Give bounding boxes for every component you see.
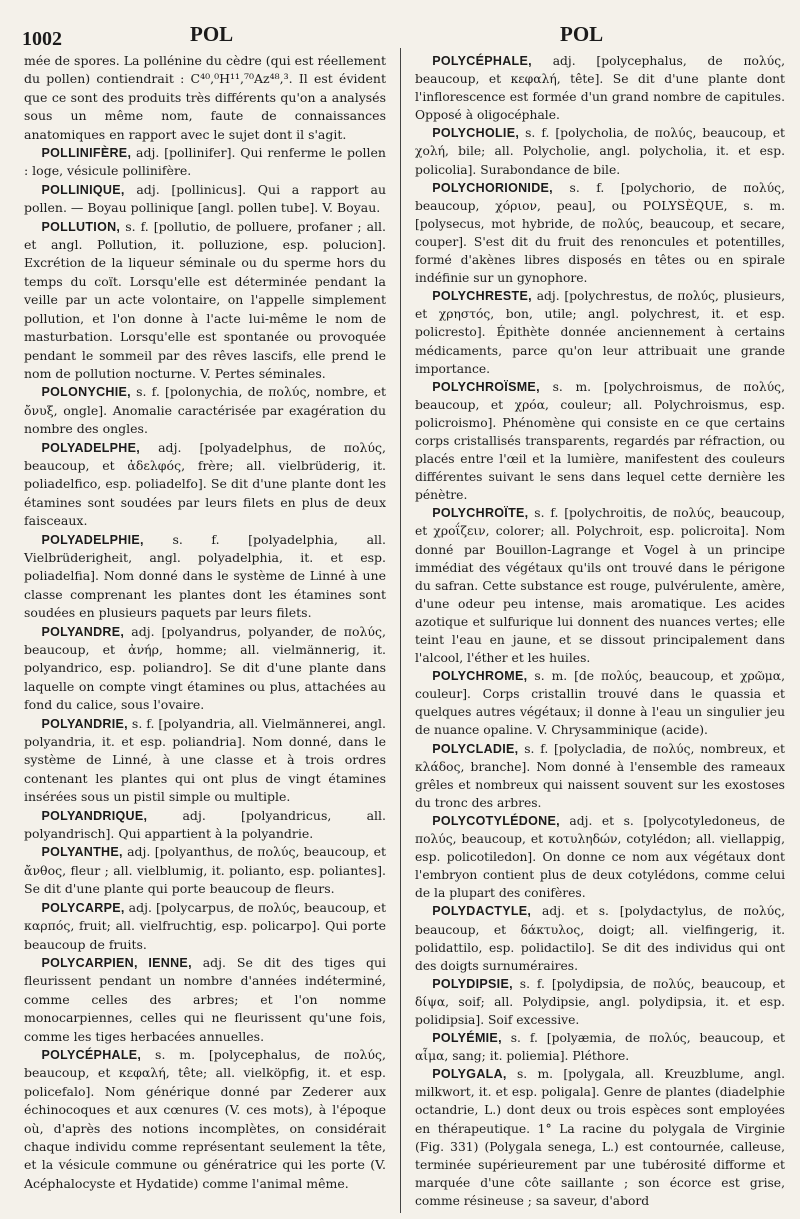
dictionary-entry: [415, 667, 785, 739]
entry-definition: adj. Se dit des tiges qui fleurissent pendant un nombre d'années indéterminé, comme celles des arbres; et l'on nomme monocarpiennes, celles qui ne fleurissent qu'une fois, comme les tiges herbacées annuelles.: [24, 954, 386, 1044]
dictionary-entry: [415, 287, 785, 377]
dictionary-entry: [415, 812, 785, 902]
entry-definition: s. f. [polycholia, de πολύς, beaucoup, et χολή, bile; all. Polycholie, angl. polycholia, it. et esp. policolia]. Surabondance de bile.: [415, 126, 785, 177]
entry-headword: POLYGALA,: [432, 1067, 507, 1082]
entry-definition: adj. [polyandrus, polyander, de πολύς, beaucoup, et ἀνήρ, homme; all. vielmännerig, it. polyandrico, esp. poliandro]. Se dit d'une plante dans laquelle on compte vingt étamines ou plus, attachées au fond du calice, sous l'ovaire.: [24, 623, 386, 713]
entry-headword: POLYDACTYLE,: [432, 904, 532, 919]
entry-headword: POLYCARPIEN, IENNE,: [41, 955, 192, 970]
entry-headword: POLYADELPHIE,: [41, 532, 144, 547]
dictionary-entry: [24, 439, 386, 531]
column-divider: [400, 48, 401, 1213]
entry-definition: s. f. [pollutio, de polluere, profaner ; all. et angl. Pollution, it. polluzione, esp. polucion]. Excrétion de la liqueur séminale ou du sperme hors du temps du coït. Lorsqu'elle est déterminée pendant la veille par un acte volontaire, on l'appelle simplement pollution, et l'on donne à l'acte lui-même le nom de masturbation. Lorsqu'elle est spontanée ou provoquée pendant le sommeil par des rêves lascifs, elle prend le nom de pollution nocturne. V. Pertes séminales.: [24, 218, 386, 381]
dictionary-entry: [24, 623, 386, 715]
dictionary-entry: [24, 899, 386, 954]
dictionary-entry: [24, 218, 386, 384]
entry-definition: adj. [polycephalus, de πολύς, beaucoup, et κεφαλή, tête]. Se dit d'une plante dont l'inflorescence est formée d'un grand nombre de capitules. Opposé à oligocéphale.: [415, 54, 785, 123]
entry-definition: s. f. [polycladia, de πολύς, nombreux, et κλάδος, branche]. Nom donné à l'ensemble des rameaux grêles et nombreux qui naissent souvent sur les exostoses du tronc des arbres.: [415, 741, 785, 810]
entry-headword: POLYCLADIE,: [432, 741, 519, 756]
dictionary-entry: [24, 52, 386, 144]
dictionary-entry: [24, 715, 386, 807]
entry-definition: s. f. [polychorio, de πολύς, beaucoup, χόριον, peau], ou POLYSÈQUE, s. m. [polysecus, mot hybride, de πολύς, beaucoup, et secare, couper]. S'est dit du fruit des renoncules et potentilles, formé d'akènes libres disposés en têtes ou en spirale indéfinie sur un gynophore.: [415, 180, 785, 286]
entry-headword: POLYADELPHE,: [41, 440, 141, 455]
entry-headword: POLYANDRIQUE,: [41, 808, 148, 823]
entry-headword: POLYCHROÏSME,: [432, 379, 540, 394]
right-column: [415, 52, 785, 1210]
entry-headword: POLYCHOLIE,: [432, 126, 520, 141]
entry-headword: POLLINIFÈRE,: [41, 146, 132, 161]
entry-definition: s. f. [polyandria, all. Vielmännerei, angl. polyandria, it. et esp. poliandria]. Nom donné, dans le système de Linné, à une classe et à trois ordres contenant les plantes qui ont plus de vingt étamines insérées sous un pistil simple ou multiple.: [24, 715, 386, 805]
dictionary-entry: [415, 179, 785, 288]
entry-definition: s. m. [polygala, all. Kreuzblume, angl. milkwort, it. et esp. poligala]. Genre de plantes (diadelphie octandrie, L.) dont deux ou trois espèces sont employées en thérapeutique. 1° La racine du polygala de Virginie (Fig. 331) (Polygala senega, L.) est contournée, calleuse, terminée supérieurement par une tubérosité difforme et marquée d'une côte saillante ; son écorce est grise, comme résineuse ; sa saveur, d'abord: [415, 1067, 785, 1208]
dictionary-entry: [415, 902, 785, 974]
dictionary-entry: [24, 843, 386, 898]
entry-headword: POLYCARPE,: [41, 900, 125, 915]
dictionary-entry: [415, 124, 785, 178]
dictionary-entry: [24, 1046, 386, 1193]
entry-headword: POLYCÉPHALE,: [432, 54, 532, 68]
dictionary-entry: [24, 954, 386, 1046]
entry-headword: POLYÉMIE,: [432, 1031, 502, 1046]
entry-definition: mée de spores. La pollénine du cèdre (qui est réellement du pollen) contiendrait : C⁴⁰,⁰H¹¹,⁷⁰Az⁴⁸,³. Il est évident que ce sont des produits très différents qu'on a analysés sous un même nom, faute de connaissances anatomiques en rapport avec le sujet dont il s'agit.: [24, 53, 386, 142]
left-running-head: POL: [190, 22, 234, 46]
entry-definition: adj. [polycarpus, de πολύς, beaucoup, et καρπός, fruit; all. vielfruchtig, esp. policarpo]. Qui porte beaucoup de fruits.: [24, 899, 386, 952]
entry-definition: adj. [pollinicus]. Qui a rapport au pollen. — Boyau pollinique [angl. pollen tube]. V. Boyau.: [24, 181, 387, 216]
entry-definition: adj. [pollinifer]. Qui renferme le pollen : loge, vésicule pollinifère.: [24, 145, 386, 179]
entry-definition: adj. [polyanthus, de πολύς, beaucoup, et ἄνθος, fleur ; all. vielblumig, it. polianto, esp. poliantes]. Se dit d'une plante qui porte beaucoup de fleurs.: [24, 844, 386, 897]
entry-headword: POLLINIQUE,: [41, 182, 125, 197]
dictionary-entry: [415, 975, 785, 1029]
dictionary-entry: [415, 504, 785, 667]
entry-definition: s. f. [polychroitis, de πολύς, beaucoup, et χροΐζειν, colorer; all. Polychroit, esp. policroita]. Nom donné par Bouillon-Lagrange et Vogel à un principe immédiat des végétaux qu'ils ont trouvé dans le périgone du safran. Cette substance est rouge, pulvérulente, amère, d'une odeur peu intense, mais aromatique. Les acides azotique et sulfurique lui donnent des nuances vertes; elle teint l'eau en jaune, et se dissout principalement dans l'alcool, l'éther et les huiles.: [415, 506, 785, 666]
dictionary-entry: [24, 807, 386, 844]
entry-definition: adj. [polyandricus, all. polyandrisch]. Qui appartient à la polyandrie.: [24, 807, 386, 842]
entry-definition: s. m. [polychroismus, de πολύς, beaucoup, et χρόα, couleur; all. Polychroismus, esp. policroismo]. Phénomène qui consiste en ce que certains corps cristallisés transparents, regardés par réfraction, ou placés entre l'œil et la lumière, manifestent des couleurs différentes suivant le sens dans lequel cette dernière les pénètre.: [415, 379, 785, 503]
entry-headword: POLYCOTYLÉDONE,: [432, 813, 560, 828]
entry-definition: s. f. [polyadelphia, all. Vielbrüderigheit, angl. polyadelphia, it. et esp. poliadelfia]. Nom donné dans le système de Linné à une classe comprenant les plantes dont les étamines sont soudées en plusieurs paquets par leurs filets.: [24, 531, 386, 621]
entry-headword: POLYDIPSIE,: [432, 976, 513, 991]
entry-headword: POLYCHROÏTE,: [432, 506, 529, 521]
entry-headword: POLYCHORIONIDE,: [432, 180, 553, 195]
entry-headword: POLYANDRE,: [41, 624, 125, 639]
dictionary-entry: [24, 144, 386, 181]
entry-headword: POLONYCHIE,: [41, 385, 131, 400]
entry-definition: adj. [polychrestus, de πολύς, plusieurs, et χρηστός, bon, utile; angl. polychrest, it. et esp. policresto]. Épithète donnée anciennement à certains médicaments, parce qu'on leur attribuait une grande importance.: [415, 289, 785, 376]
entry-definition: s. f. [polyæmia, de πολύς, beaucoup, et αἷμα, sang; it. poliemia]. Pléthore.: [415, 1031, 785, 1064]
dictionary-entry: [415, 1065, 785, 1210]
right-running-head: POL: [560, 22, 604, 46]
entry-definition: adj. et s. [polycotyledoneus, de πολύς, beaucoup, et κοτυληδών, cotylédon; all. viellappig, esp. policotiledon]. On donne ce nom aux végétaux dont l'embryon contient plus de deux cotylédons, comme celui de la plupart des conifères.: [415, 813, 785, 901]
entry-definition: adj. [polyadelphus, de πολύς, beaucoup, et ἀδελφός, frère; all. vielbrüderig, it. poliadelfico, esp. poliadelfo]. Se dit d'une plante dont les étamines sont soudées par leurs filets en plus de deux faisceaux.: [24, 439, 386, 529]
dictionary-entry: [415, 1029, 785, 1065]
page-number: 1002: [22, 28, 62, 50]
entry-headword: POLYCÉPHALE,: [41, 1047, 142, 1062]
entry-definition: s. f. [polonychia, de πολύς, nombre, et ὄνυξ, ongle]. Anomalie caractérisée par exagération du nombre des ongles.: [24, 384, 386, 437]
entry-headword: POLYCHROME,: [432, 669, 528, 684]
entry-headword: POLLUTION,: [41, 219, 121, 234]
dictionary-entry: [415, 740, 785, 812]
entry-headword: POLYANTHE,: [41, 845, 123, 860]
entry-definition: adj. et s. [polydactylus, de πολύς, beaucoup, et δάκτυλος, doigt; all. vielfingerig, it. polidattilo, esp. polidactilo]. Se dit des individus qui ont des doigts surnuméraires.: [415, 904, 785, 973]
dictionary-entry: [415, 52, 785, 124]
dictionary-entry: [24, 531, 386, 623]
left-column: [24, 52, 386, 1193]
entry-definition: s. f. [polydipsia, de πολύς, beaucoup, et δίψα, soif; all. Polydipsie, angl. polydipsia, it. et esp. polidipsia]. Soif excessive.: [415, 976, 785, 1027]
entry-headword: POLYANDRIE,: [41, 716, 128, 731]
dictionary-entry: [24, 383, 386, 438]
entry-definition: s. m. [de πολύς, beaucoup, et χρῶμα, couleur]. Corps cristallin trouvé dans le quassia et quelques autres végétaux; il donne à l'eau un singulier jeu de nuance opaline. V. Chrysamminique (acide).: [415, 669, 785, 738]
dictionary-entry: [24, 181, 386, 218]
entry-headword: POLYCHRESTE,: [432, 289, 532, 304]
dictionary-entry: [415, 378, 785, 505]
entry-definition: s. m. [polycephalus, de πολύς, beaucoup, et κεφαλή, tête; all. vielköpfig, it. et esp. policefalo]. Nom générique donné par Zederer aux échinocoques et aux cœnures (V. ces mots), à l'époque où, d'après des notions incomplètes, on considérait chaque individu comme représentant seulement la tête, et la vésicule commune ou génératrice qui les porte (V. Acéphalocyste et Hydatide) comme l'animal même.: [24, 1046, 387, 1191]
